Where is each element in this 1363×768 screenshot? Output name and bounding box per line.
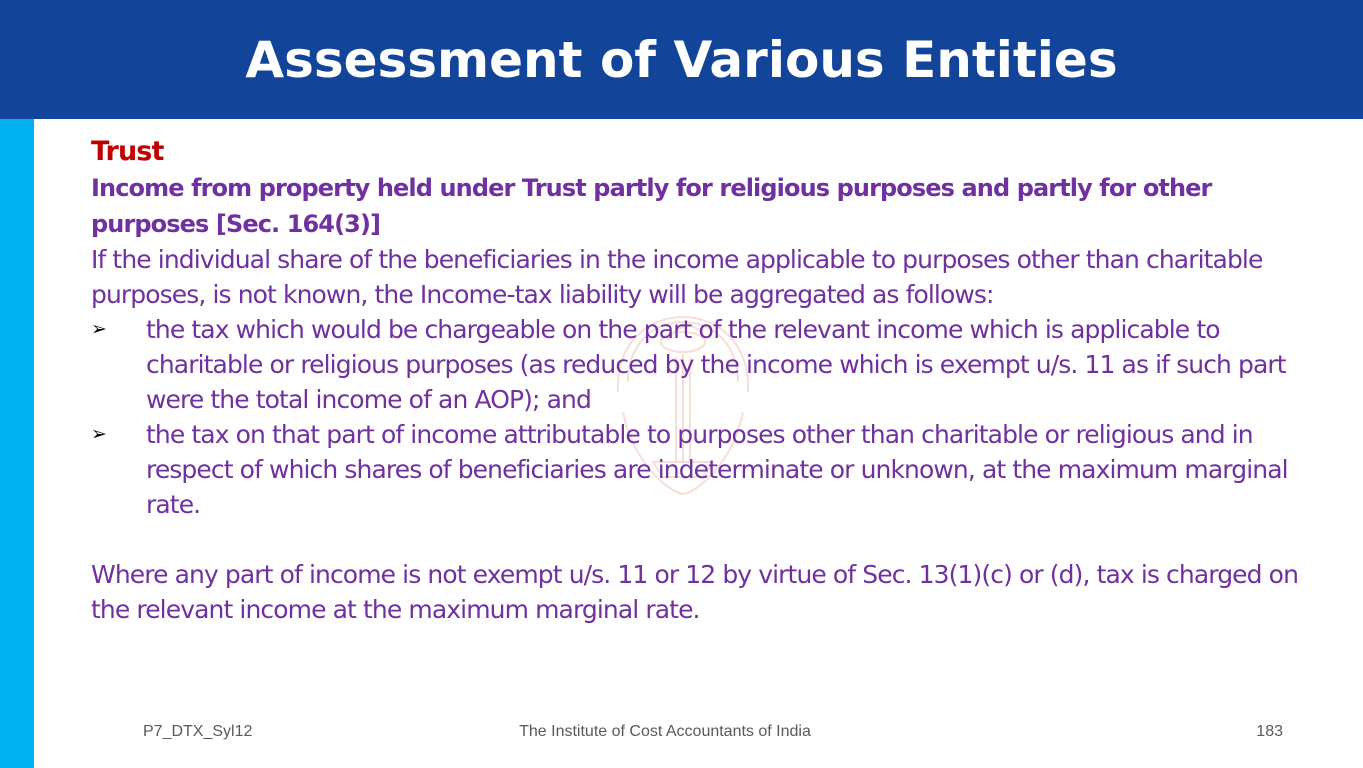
closing-paragraph: Where any part of income is not exempt u/s. 11 or 12 by virtue of Sec. 13(1)(c) or (d), tax is charged on the relevant income at the maximum marginal rate.: [91, 560, 1299, 624]
footer-course-code: P7_DTX_Syl12: [143, 723, 253, 740]
page-number: 183: [1256, 723, 1283, 740]
slide-content: [91, 134, 1321, 627]
footer-institute-name: The Institute of Cost Accountants of India: [519, 723, 811, 740]
bullet-text: the tax on that part of income attributable to purposes other than charitable or religious and in respect of which shares of beneficiaries are indeterminate or unknown, at the maximum marginal rate.: [146, 420, 1288, 519]
section-subheading: Income from property held under Trust partly for religious purposes and partly for other purposes [Sec. 164(3)]: [91, 174, 1212, 238]
side-accent-bar: [0, 119, 34, 768]
bullet-item: [91, 312, 1321, 417]
arrow-bullet-icon: ➢: [91, 423, 107, 445]
bullet-text: the tax which would be chargeable on the part of the relevant income which is applicable to charitable or religious purposes (as reduced by the income which is exempt u/s. 11 as if such part were the total income of an AOP); and: [146, 315, 1286, 414]
bullet-list: [91, 312, 1321, 522]
title-bar: [0, 0, 1363, 119]
section-heading: Trust: [91, 136, 164, 167]
spacer: [91, 522, 1321, 557]
intro-paragraph: If the individual share of the beneficiaries in the income applicable to purposes other than charitable purposes, is not known, the Income-tax liability will be aggregated as follows:: [91, 245, 1263, 309]
slide-title: Assessment of Various Entities: [245, 31, 1118, 89]
bullet-item: [91, 417, 1321, 522]
arrow-bullet-icon: ➢: [91, 318, 107, 340]
